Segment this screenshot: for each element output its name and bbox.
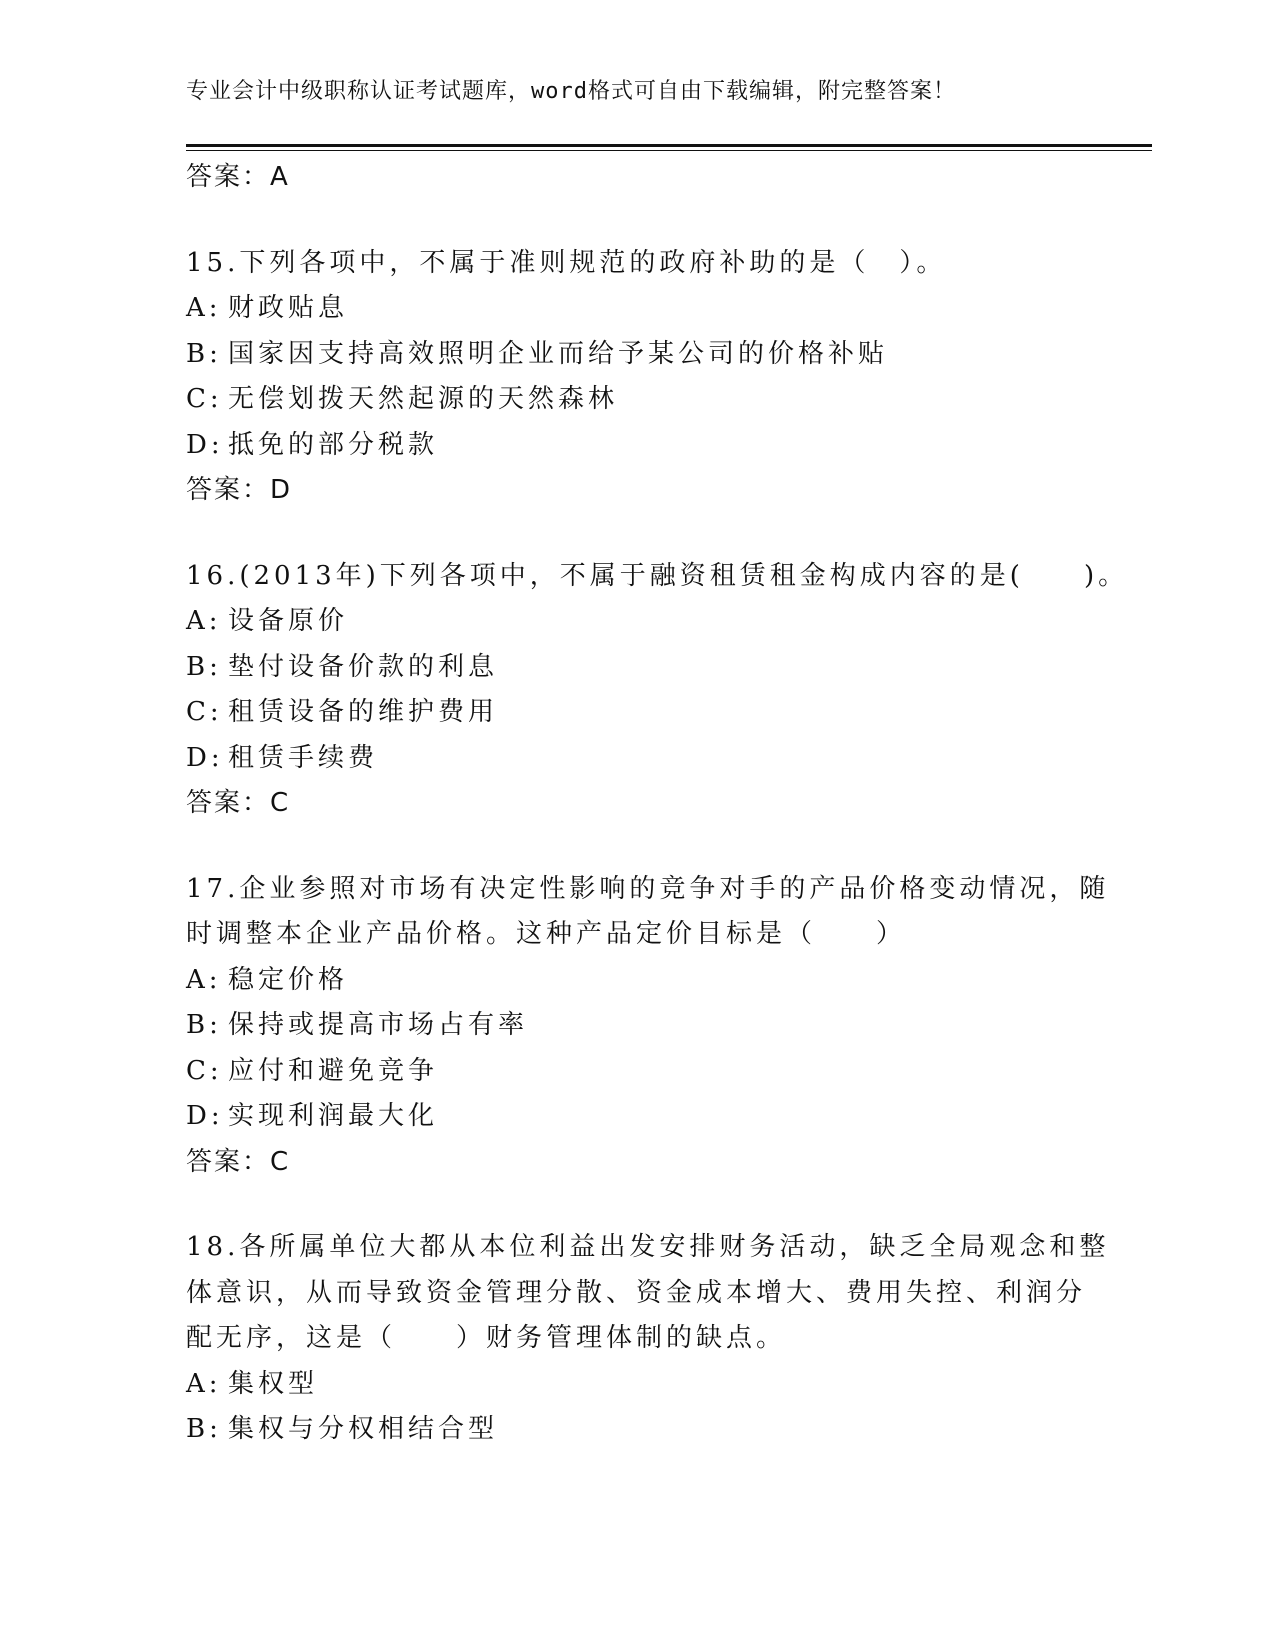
option-text: 财政贴息 — [228, 293, 349, 323]
option-letter: B: — [186, 338, 222, 369]
option-c — [186, 377, 1086, 423]
option-d — [186, 1094, 1086, 1140]
option-c — [186, 690, 1086, 736]
question-stem-line: 16.(2013年)下列各项中，不属于融资租赁租金构成内容的是( )。 — [186, 560, 1129, 591]
option-letter: A: — [186, 964, 222, 995]
option-text: 稳定价格 — [228, 964, 349, 995]
option-d — [186, 423, 1086, 469]
option-letter: A: — [186, 606, 222, 636]
question-block — [186, 241, 1086, 514]
option-letter: C: — [186, 384, 223, 414]
option-b — [186, 1407, 1086, 1453]
option-a — [186, 1362, 1086, 1408]
answer-line: 答案：A — [186, 162, 290, 192]
option-d — [186, 736, 1086, 782]
option-b — [186, 1003, 1086, 1049]
questions-content — [186, 155, 1129, 1453]
option-text: 租赁设备的维护费用 — [228, 697, 499, 727]
question-stem-line: 17.企业参照对市场有决定性影响的竞争对手的产品价格变动情况，随 — [186, 873, 1110, 904]
option-c — [186, 1049, 1086, 1095]
option-letter: D: — [186, 742, 224, 773]
question-stem-line: 时调整本企业产品价格。这种产品定价目标是（ ） — [186, 919, 907, 949]
option-text: 无偿划拨天然起源的天然森林 — [228, 384, 619, 414]
question-stem-line: 15.下列各项中，不属于准则规范的政府补助的是（ ）。 — [186, 247, 947, 278]
option-text: 租赁手续费 — [228, 742, 379, 773]
spacer — [186, 514, 1086, 554]
option-letter: A: — [186, 1368, 222, 1399]
option-letter: B: — [186, 651, 222, 682]
option-letter: B: — [186, 1010, 222, 1040]
option-text: 国家因支持高效照明企业而给予某公司的价格补贴 — [228, 338, 889, 369]
option-letter: D: — [186, 429, 224, 460]
option-a — [186, 599, 1086, 645]
option-text: 实现利润最大化 — [228, 1101, 439, 1131]
option-text: 保持或提高市场占有率 — [228, 1010, 529, 1040]
question-block — [186, 1225, 1110, 1453]
option-text: 应付和避免竞争 — [228, 1055, 439, 1086]
answer-line: 答案：D — [186, 475, 293, 505]
question-stem-line: 18.各所属单位大都从本位利益出发安排财务活动，缺乏全局观念和整 — [186, 1232, 1110, 1262]
question-stem — [186, 241, 1086, 287]
question-block — [186, 867, 1110, 1186]
answer-line: 答案：C — [186, 788, 291, 818]
option-letter: C: — [186, 697, 223, 727]
option-text: 垫付设备价款的利息 — [228, 651, 499, 682]
spacer — [186, 1185, 1086, 1225]
option-letter: C: — [186, 1055, 223, 1086]
option-text: 设备原价 — [228, 606, 349, 636]
question-block — [186, 554, 1129, 827]
question-stem — [186, 1225, 1110, 1362]
option-a — [186, 958, 1086, 1004]
question-stem — [186, 867, 1110, 958]
question-stem-line: 体意识，从而导致资金管理分散、资金成本增大、费用失控、利润分 — [186, 1277, 1087, 1308]
header-divider-thin — [186, 150, 1152, 151]
spacer — [186, 827, 1086, 867]
option-b — [186, 332, 1086, 378]
question-stem-line: 配无序，这是（ ）财务管理体制的缺点。 — [186, 1323, 787, 1353]
option-b — [186, 645, 1086, 691]
page-header: 专业会计中级职称认证考试题库，word格式可自由下载编辑，附完整答案！ — [186, 79, 956, 104]
spacer — [186, 201, 1086, 241]
option-letter: D: — [186, 1101, 224, 1131]
option-text: 集权与分权相结合型 — [228, 1414, 499, 1444]
option-a — [186, 286, 1086, 332]
header-divider — [186, 144, 1152, 147]
option-letter: A: — [186, 293, 222, 323]
option-text: 抵免的部分税款 — [228, 429, 439, 460]
option-letter: B: — [186, 1414, 222, 1444]
question-stem — [186, 554, 1129, 600]
answer-line: 答案：C — [186, 1146, 291, 1177]
option-text: 集权型 — [228, 1368, 319, 1399]
